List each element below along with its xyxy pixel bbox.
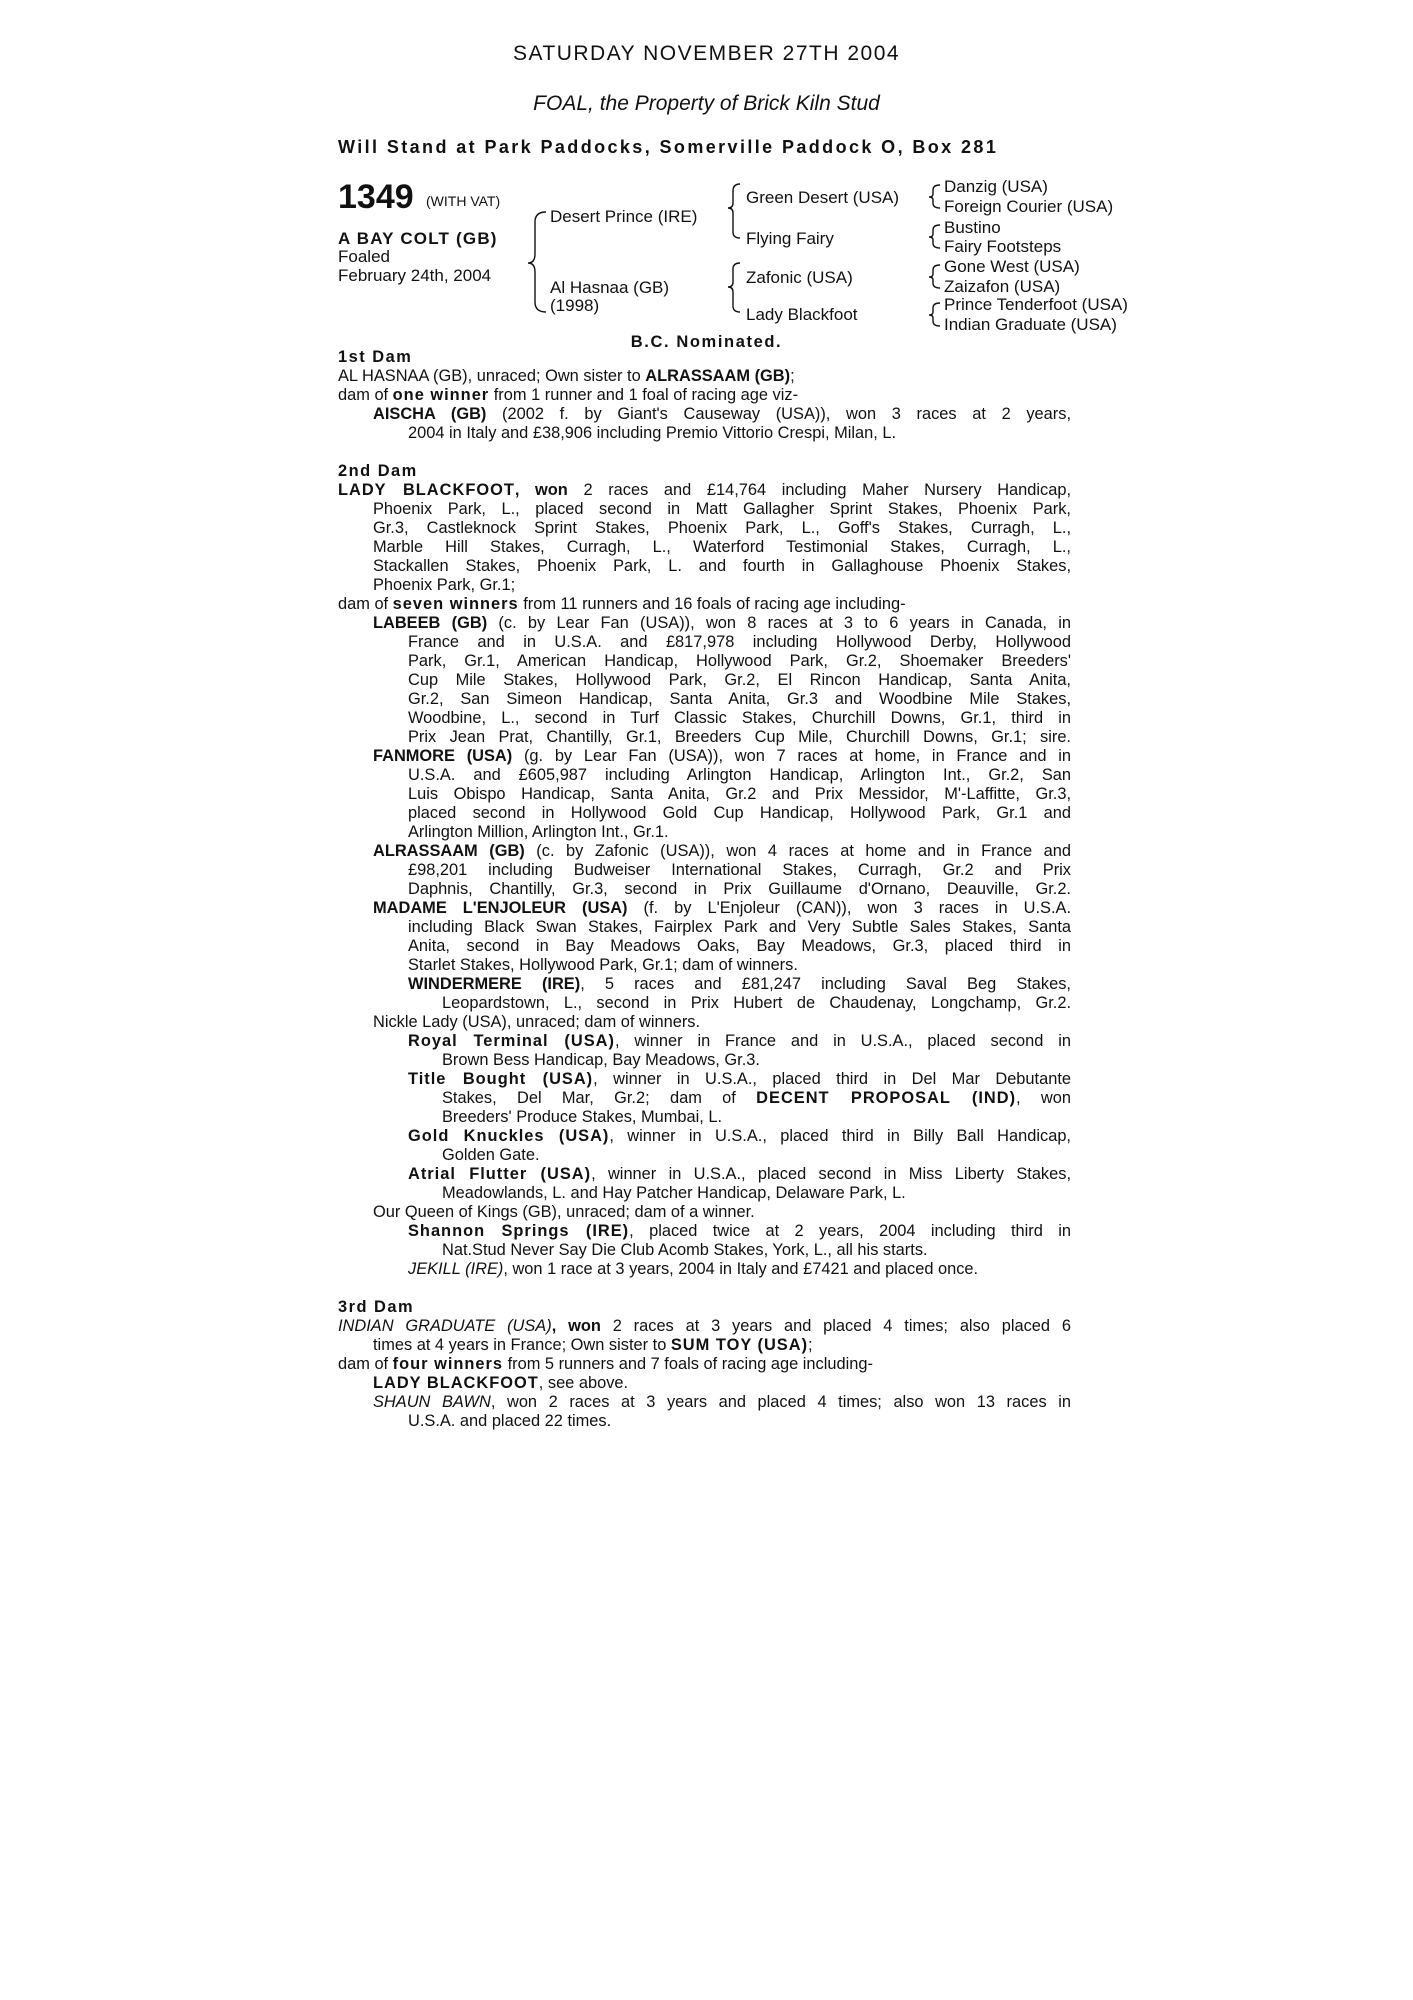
labeeb-entry: LABEEB (GB) (c. by Lear Fan (USA)), won 8 races at 3 to 6 years in Canada, in: [373, 614, 1071, 632]
dam-dam: Lady Blackfoot: [746, 305, 858, 324]
indian-graduate-entry: INDIAN GRADUATE (USA), won 2 races at 3 years and placed 4 times; also placed 6: [338, 1317, 1071, 1335]
text-line: times at 4 years in France; Own sister to SUM TOY (USA);: [373, 1336, 813, 1354]
shaun-bawn-entry: SHAUN BAWN, won 2 races at 3 years and placed 4 times; also won 13 races in: [373, 1393, 1071, 1411]
title-bought-entry: Title Bought (USA), winner in U.S.A., placed third in Del Mar Debutante: [408, 1070, 1071, 1088]
text-line: Daphnis, Chantilly, Gr.3, second in Prix Guillaume d'Ornano, Deauville, Gr.2.: [408, 880, 1071, 898]
text-line: placed second in Hollywood Gold Cup Handicap, Hollywood Park, Gr.1 and: [408, 804, 1071, 822]
dsd: Zaizafon (USA): [944, 277, 1061, 296]
nickle-lady-entry: Nickle Lady (USA), unraced; dam of winners.: [373, 1013, 701, 1031]
dam-lines: [338, 348, 1071, 1431]
text-line: Leopardstown, L., second in Prix Hubert de Chaudenay, Longchamp, Gr.2.: [442, 994, 1071, 1012]
first-dam-line: AL HASNAA (GB), unraced; Own sister to ALRASSAAM (GB);: [338, 367, 795, 385]
text-line: Gr.3, Castleknock Sprint Stakes, Phoenix Park, L., Goff's Stakes, Curragh, L.,: [373, 519, 1071, 537]
jekill-entry: JEKILL (IRE), won 1 race at 3 years, 2004 in Italy and £7421 and placed once.: [408, 1260, 979, 1278]
aischa-entry: AISCHA (GB) (2002 f. by Giant's Causeway (USA)), won 3 races at 2 years,: [373, 405, 1072, 423]
sdd: Fairy Footsteps: [944, 237, 1062, 256]
alrassaam-entry: ALRASSAAM (GB) (c. by Zafonic (USA)), won 4 races at home and in France and: [373, 842, 1072, 860]
vat-note: (WITH VAT): [426, 193, 501, 209]
text-line: Meadowlands, L. and Hay Patcher Handicap, Delaware Park, L.: [442, 1184, 906, 1202]
text-line: Park, Gr.1, American Handicap, Hollywood Park, Gr.2, Shoemaker Breeders': [408, 652, 1071, 670]
foaled-label: Foaled: [338, 247, 390, 266]
text-line: Stakes, Del Mar, Gr.2; dam of DECENT PROPOSAL (IND), won: [442, 1089, 1071, 1107]
first-dam-produce: dam of one winner from 1 runner and 1 foal of racing age viz-: [338, 386, 799, 404]
text-line: £98,201 including Budweiser International Stakes, Curragh, Gr.2 and Prix: [408, 861, 1071, 879]
text-line: including Black Swan Stakes, Fairplex Park and Very Subtle Sales Stakes, Santa: [408, 918, 1071, 936]
text-line: Cup Mile Stakes, Hollywood Park, Gr.2, El Rincon Handicap, Santa Anita,: [408, 671, 1071, 689]
ssd: Foreign Courier (USA): [944, 197, 1114, 216]
ddd: Indian Graduate (USA): [944, 315, 1117, 334]
aischa-entry-cont: 2004 in Italy and £38,906 including Premio Vittorio Crespi, Milan, L.: [408, 424, 897, 442]
gold-knuckles-entry: Gold Knuckles (USA), winner in U.S.A., placed third in Billy Ball Handicap,: [408, 1127, 1071, 1145]
text-line: Phoenix Park, Gr.1;: [373, 576, 516, 594]
text-line: Arlington Million, Arlington Int., Gr.1.: [408, 823, 669, 841]
sire: Desert Prince (IRE): [550, 207, 698, 226]
sale-date: SATURDAY NOVEMBER 27TH 2004: [512, 42, 901, 65]
sss: Danzig (USA): [944, 177, 1048, 196]
atrial-flutter-entry: Atrial Flutter (USA), winner in U.S.A., placed second in Miss Liberty Stakes,: [408, 1165, 1071, 1183]
text-line: Woodbine, L., second in Turf Classic Stakes, Churchill Downs, Gr.1, third in: [408, 709, 1071, 727]
text-line: Starlet Stakes, Hollywood Park, Gr.1; dam of winners.: [408, 956, 798, 974]
dss: Gone West (USA): [944, 257, 1080, 276]
shannon-springs-entry: Shannon Springs (IRE), placed twice at 2 years, 2004 including third in: [408, 1222, 1071, 1240]
madame-entry: MADAME L'ENJOLEUR (USA) (f. by L'Enjoleur (CAN)), won 3 races in U.S.A.: [373, 899, 1071, 917]
royal-terminal-entry: Royal Terminal (USA), winner in France and in U.S.A., placed second in: [408, 1032, 1071, 1050]
lot-description: A BAY COLT (GB): [338, 229, 498, 248]
dam-year: (1998): [550, 296, 600, 315]
pedigree-braces: [0, 0, 1413, 340]
text-line: Stackallen Stakes, Phoenix Park, L. and fourth in Gallaghouse Phoenix Stakes,: [373, 557, 1071, 575]
third-dam-produce: dam of four winners from 5 runners and 7 foals of racing age including-: [338, 1355, 873, 1373]
text-line: U.S.A. and £605,987 including Arlington Handicap, Arlington Int., Gr.2, San: [408, 766, 1071, 784]
text-line: France and in U.S.A. and £817,978 including Hollywood Derby, Hollywood: [408, 633, 1071, 651]
text-line: Gr.2, San Simeon Handicap, Santa Anita, Gr.3 and Woodbine Mile Stakes,: [408, 690, 1071, 708]
windermere-entry: WINDERMERE (IRE), 5 races and £81,247 including Saval Beg Stakes,: [408, 975, 1071, 993]
second-dam-produce: dam of seven winners from 11 runners and 16 foals of racing age including-: [338, 595, 906, 613]
text-line: U.S.A. and placed 22 times.: [408, 1412, 612, 1430]
text-line: Nat.Stud Never Say Die Club Acomb Stakes, York, L., all his starts.: [442, 1241, 928, 1259]
lot-number: 1349: [338, 178, 414, 216]
text-line: Golden Gate.: [442, 1146, 540, 1164]
queen-of-kings-entry: Our Queen of Kings (GB), unraced; dam of a winner.: [373, 1203, 755, 1221]
vendor-line: FOAL, the Property of Brick Kiln Stud: [533, 92, 880, 115]
text-line: Marble Hill Stakes, Curragh, L., Waterford Testimonial Stakes, Curragh, L.,: [373, 538, 1071, 556]
first-dam-heading: 1st Dam: [338, 348, 413, 366]
text-line: Breeders' Produce Stakes, Mumbai, L.: [442, 1108, 723, 1126]
text-line: Anita, second in Bay Meadows Oaks, Bay Meadows, Gr.3, placed third in: [408, 937, 1071, 955]
second-dam-heading: 2nd Dam: [338, 462, 418, 480]
lady-blackfoot-ref: LADY BLACKFOOT, see above.: [373, 1374, 629, 1392]
nomination: B.C. Nominated.: [630, 333, 783, 351]
third-dam-heading: 3rd Dam: [338, 1298, 415, 1316]
dam: Al Hasnaa (GB): [550, 278, 670, 297]
text-line: Prix Jean Prat, Chantilly, Gr.1, Breeders Cup Mile, Churchill Downs, Gr.1; sire.: [408, 728, 1071, 746]
text-line: Phoenix Park, L., placed second in Matt Gallagher Sprint Stakes, Phoenix Park,: [373, 500, 1071, 518]
dam-sire: Zafonic (USA): [746, 268, 853, 287]
sds: Bustino: [944, 218, 1001, 237]
fanmore-entry: FANMORE (USA) (g. by Lear Fan (USA)), won 7 races at home, in France and in: [373, 747, 1072, 765]
foaled-date: February 24th, 2004: [338, 266, 492, 285]
sire-dam: Flying Fairy: [746, 229, 834, 248]
sire-sire: Green Desert (USA): [746, 188, 900, 207]
text-line: Brown Bess Handicap, Bay Meadows, Gr.3.: [442, 1051, 760, 1069]
lady-blackfoot-entry: LADY BLACKFOOT, won 2 races and £14,764 including Maher Nursery Handicap,: [338, 481, 1071, 499]
stabling-line: Will Stand at Park Paddocks, Somerville Paddock O, Box 281: [338, 137, 999, 157]
text-line: Luis Obispo Handicap, Santa Anita, Gr.2 and Prix Messidor, M'-Laffitte, Gr.3,: [408, 785, 1071, 803]
dds: Prince Tenderfoot (USA): [944, 295, 1128, 314]
